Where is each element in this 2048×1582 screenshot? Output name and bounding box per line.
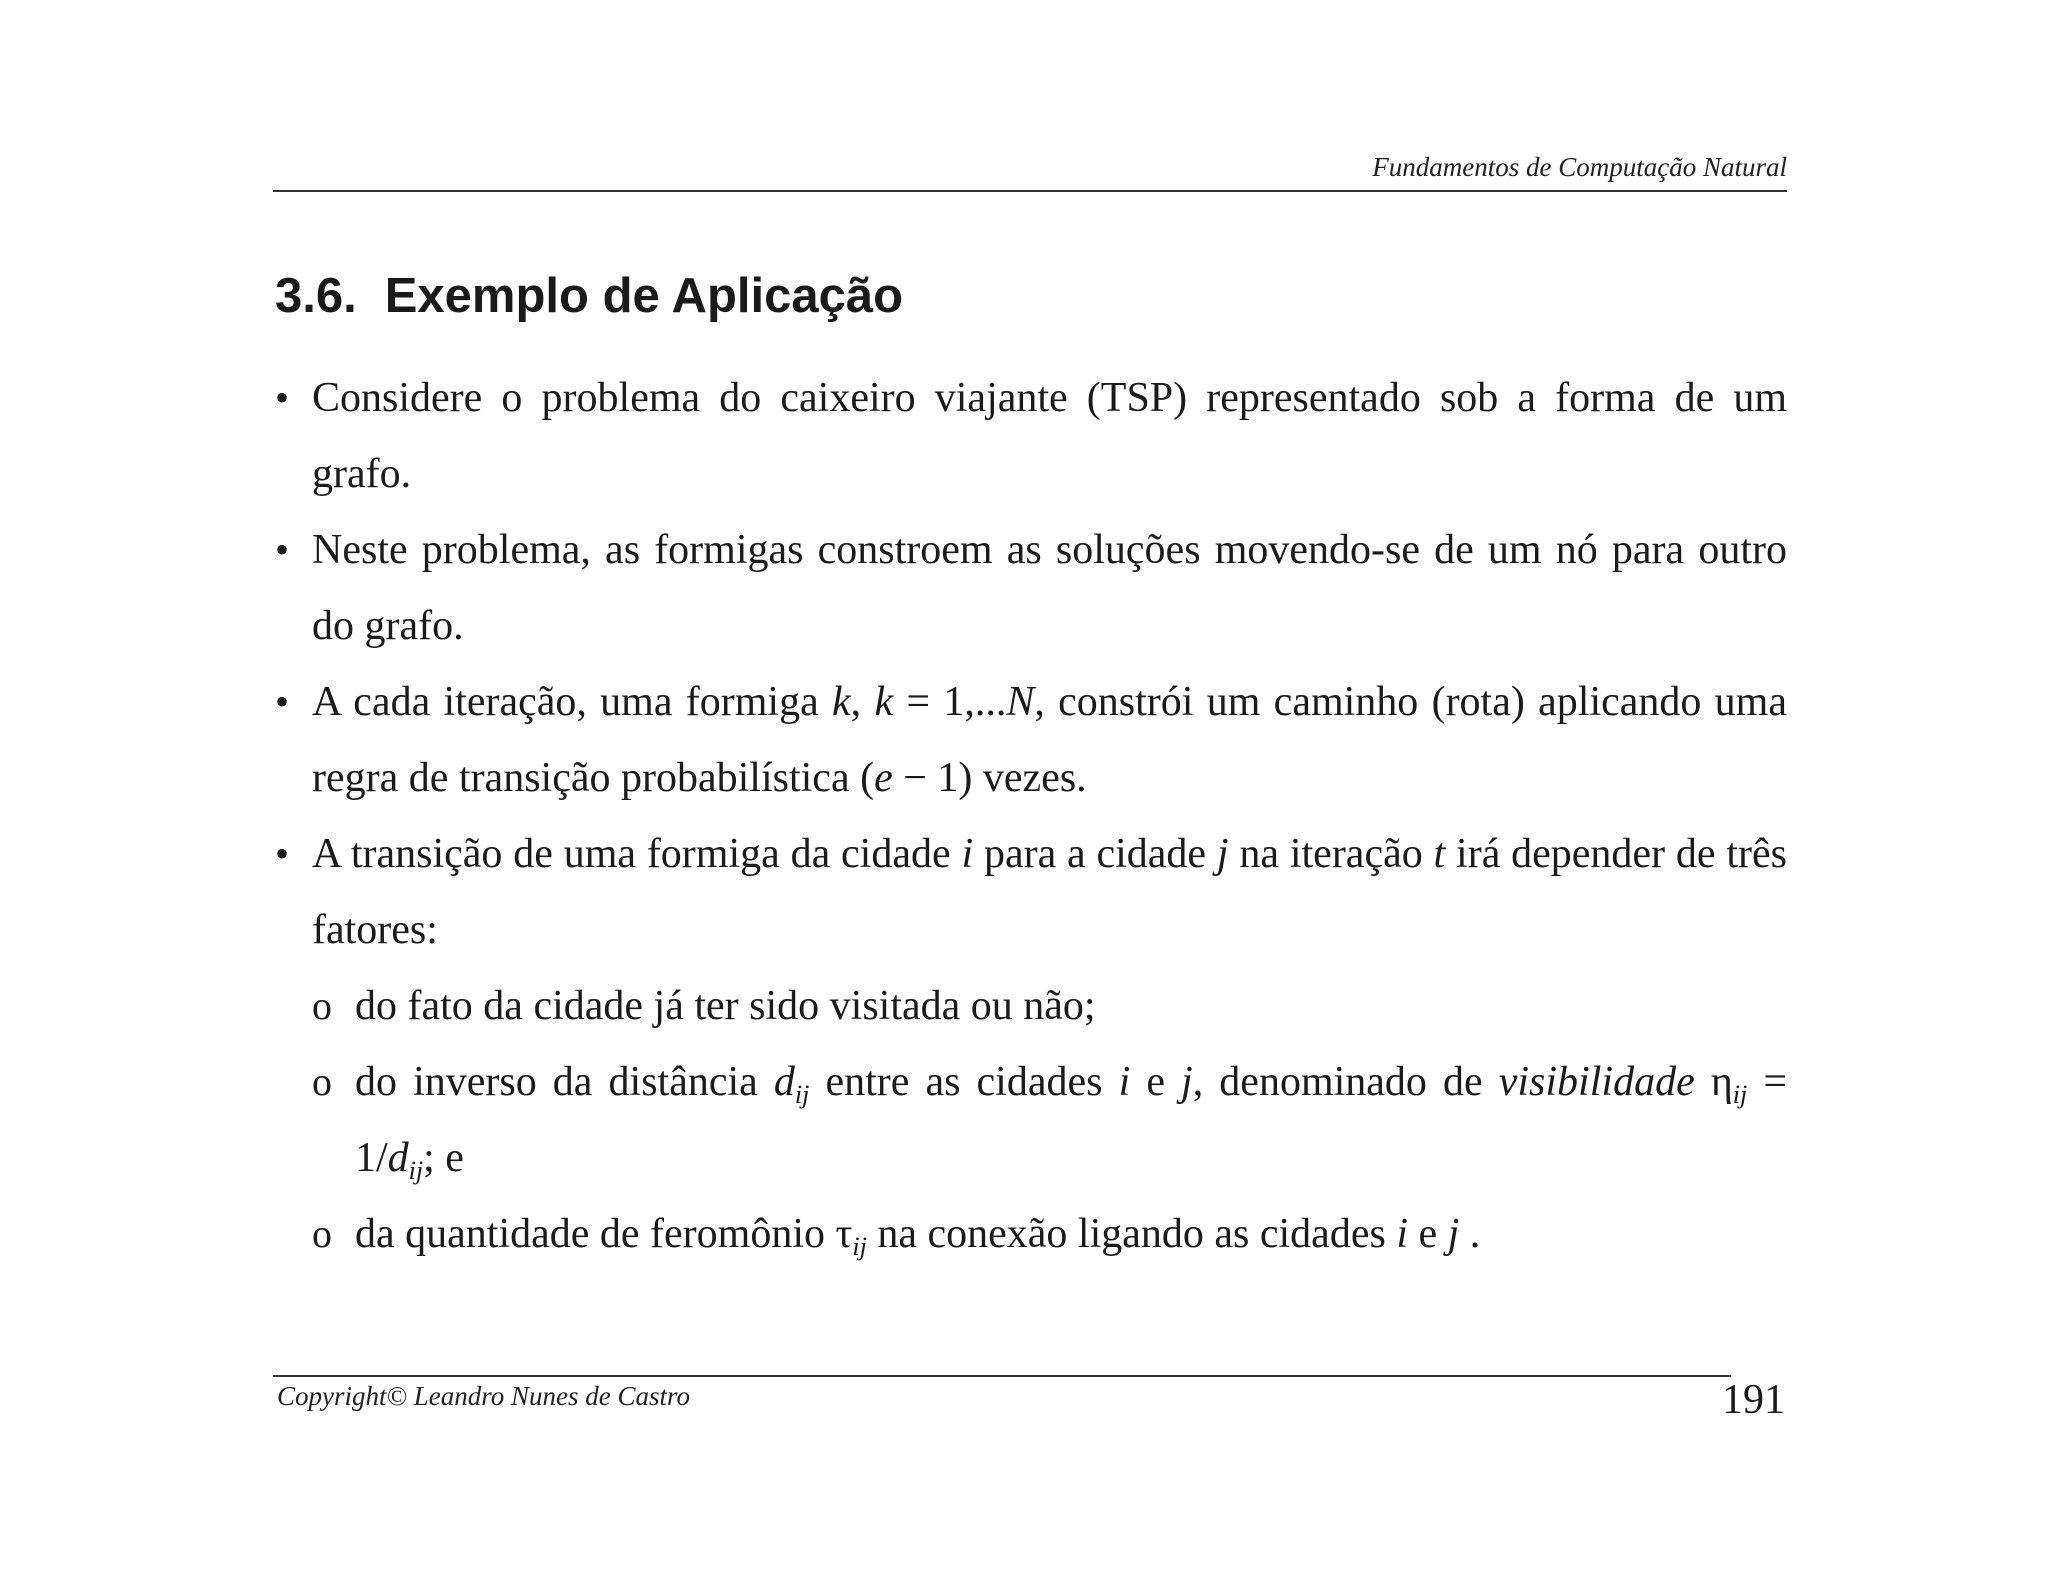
bullet-item: [275, 816, 1787, 968]
sub-bullet-item: [275, 1044, 1787, 1196]
section-number: 3.6.: [275, 269, 357, 323]
copyright-notice: Copyright© Leandro Nunes de Castro: [277, 1381, 691, 1411]
bullet-icon: •: [275, 831, 290, 876]
section-title-text: Exemplo de Aplicação: [384, 269, 904, 323]
bullet-item: [275, 512, 1787, 664]
bullet-icon: •: [275, 527, 290, 572]
sub-bullet-text: do inverso da distância $d_{ij}$ entre as cidades i e j, denominado de visibilidade $\eta_{ij} = 1/d_{ij}$; e: [355, 1059, 1788, 1185]
running-header: Fundamentos de Computação Natural: [1372, 152, 1787, 182]
sub-bullet-text: do fato da cidade já ter sido visitada ou não;: [355, 983, 1096, 1029]
sub-bullet-item: [275, 968, 1787, 1044]
bullet-item: [275, 360, 1787, 512]
page-number: 191: [1722, 1377, 1785, 1423]
bullet-icon: •: [275, 679, 290, 724]
bullet-text: Considere o problema do caixeiro viajante (TSP) representado sob a forma de um grafo.: [312, 375, 1787, 497]
bullet-text: A cada iteração, uma formiga k, k = 1,...N, constrói um caminho (rota) aplicando uma regra de transição probabilística (e − 1) vezes.: [312, 679, 1787, 801]
bullet-item: [275, 664, 1787, 816]
section-heading: [275, 268, 903, 324]
bullet-text: A transição de uma formiga da cidade i para a cidade j na iteração t irá depender de três fatores:: [312, 831, 1787, 953]
sub-bullet-item: [275, 1196, 1787, 1272]
sub-bullet-icon: o: [312, 1211, 332, 1256]
bullet-icon: •: [275, 375, 290, 420]
sub-bullet-text: da quantidade de feromônio $\tau_{ij}$ na conexão ligando as cidades i e j .: [355, 1211, 1481, 1261]
sub-bullet-icon: o: [312, 983, 332, 1028]
bullet-text: Neste problema, as formigas constroem as soluções movendo-se de um nó para outro do grafo.: [312, 527, 1787, 649]
sub-bullet-icon: o: [312, 1059, 332, 1104]
slide-body: [275, 360, 1787, 1272]
footer-divider: [273, 1375, 1731, 1377]
header-divider: [273, 190, 1787, 192]
